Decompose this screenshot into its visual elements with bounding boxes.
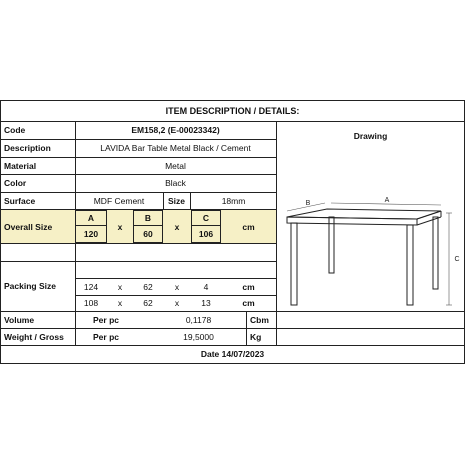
overall-size-label: Overall Size: [4, 221, 53, 232]
color-value: Black: [165, 178, 186, 188]
surface-label: Surface: [4, 195, 36, 206]
dim-c-label: C: [454, 256, 460, 263]
packing-row2-a: 108: [83, 298, 99, 308]
leg-front-left: [291, 223, 297, 305]
description-value: LAVIDA Bar Table Metal Black / Cement: [100, 143, 251, 153]
overall-c-header: C: [191, 210, 221, 226]
drawing-title: Drawing: [353, 131, 388, 141]
dim-a-label: A: [384, 197, 390, 204]
leg-back-left: [329, 217, 334, 273]
packing-row1-unit: cm: [242, 281, 255, 292]
color-label: Color: [4, 178, 27, 188]
packing-size-label: Packing Size: [4, 281, 56, 291]
overall-c-value: 106: [191, 226, 221, 243]
overall-times-2: x: [174, 221, 180, 232]
overall-unit: cm: [242, 221, 255, 232]
packing-row2-unit: cm: [242, 298, 255, 308]
code-label: Code: [4, 125, 26, 135]
date-text: Date 14/07/2023: [200, 349, 265, 359]
packing-row1-c: 4: [203, 281, 209, 292]
surface-value: MDF Cement: [93, 195, 145, 206]
packing-row1-a: 124: [83, 281, 99, 292]
dim-b-label: B: [305, 200, 311, 207]
overall-times-1: x: [117, 221, 123, 232]
overall-a-value: 120: [75, 226, 107, 243]
overall-b-value: 60: [133, 226, 163, 243]
volume-unit: Cbm: [250, 314, 269, 325]
leg-back-right: [433, 217, 438, 289]
packing-row1-x2: x: [174, 281, 180, 292]
item-details-sheet: [0, 100, 465, 364]
divider: [1, 243, 276, 244]
size-value: 18mm: [221, 195, 246, 206]
material-label: Material: [4, 160, 37, 171]
weight-label: Weight / Gross: [4, 331, 64, 342]
overall-b-header: B: [133, 210, 163, 226]
weight-value: 19,5000: [183, 331, 214, 342]
packing-row2-x1: x: [117, 298, 123, 308]
packing-row2-b: 62: [143, 298, 153, 308]
weight-per: Per pc: [93, 331, 119, 342]
size-label: Size: [167, 195, 185, 206]
weight-unit: Kg: [250, 331, 262, 342]
overall-a-header: A: [75, 210, 107, 226]
volume-per: Per pc: [93, 314, 119, 325]
leg-front-right: [407, 225, 413, 305]
packing-row2-x2: x: [174, 298, 180, 308]
code-value: EM158,2 (E-00023342): [131, 125, 220, 135]
volume-value: 0,1178: [185, 314, 212, 325]
sheet-title: ITEM DESCRIPTION / DETAILS:: [165, 106, 300, 116]
table-top-edge: [287, 217, 417, 225]
volume-label: Volume: [4, 314, 35, 325]
packing-row2-c: 13: [201, 298, 211, 308]
material-value: Metal: [165, 160, 186, 171]
packing-row1-b: 62: [143, 281, 153, 292]
packing-row1-x1: x: [117, 281, 123, 292]
table-drawing: [277, 193, 464, 313]
description-label: Description: [4, 143, 51, 153]
